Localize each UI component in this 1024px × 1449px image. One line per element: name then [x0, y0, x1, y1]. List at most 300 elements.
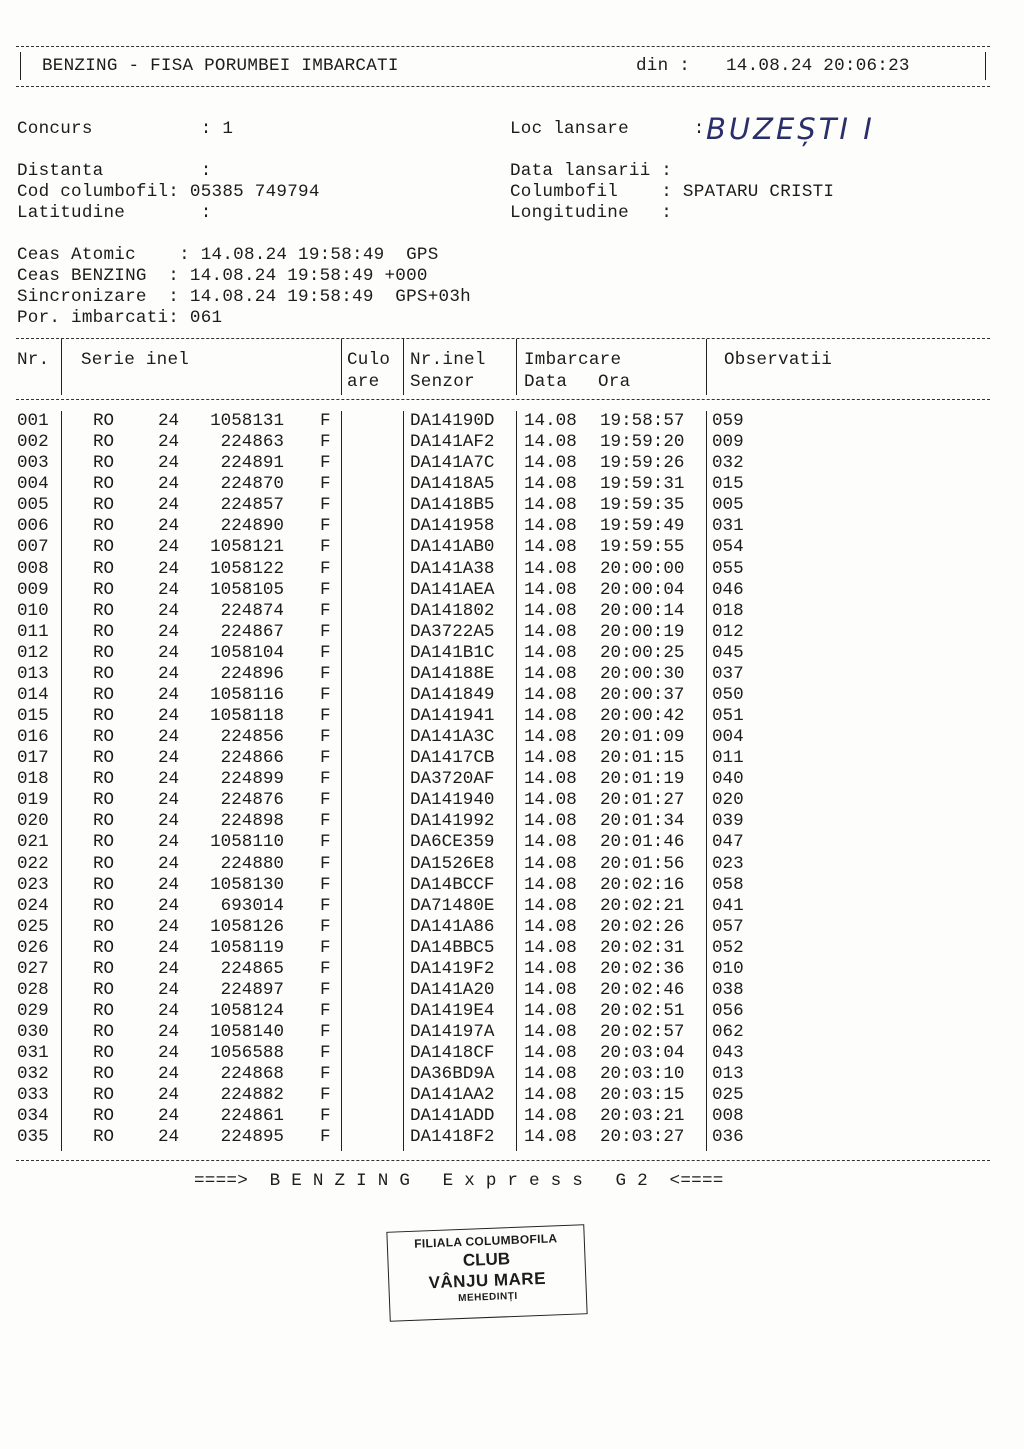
cell-nr: 032 [17, 1064, 49, 1085]
cell-an: 24 [158, 621, 180, 642]
cell-obs: 011 [712, 748, 744, 769]
cell-ora: 20:03:10 [600, 1064, 685, 1085]
stamp-line-vanju-mare: VÂNJU MARE [428, 1268, 547, 1293]
cell-an: 24 [158, 579, 180, 600]
cell-senzor: DA141AF2 [410, 432, 495, 453]
cell-obs: 020 [712, 790, 744, 811]
cell-nr: 017 [17, 748, 49, 769]
cell-sex: F [320, 663, 331, 684]
cell-senzor: DA1418B5 [410, 495, 495, 516]
cell-obs: 050 [712, 684, 744, 705]
col-header-nr: Nr. [17, 350, 50, 370]
cell-an: 24 [158, 663, 180, 684]
cell-obs: 013 [712, 1064, 744, 1085]
cell-ora: 20:01:46 [600, 832, 685, 853]
stamp-line-club: CLUB [462, 1249, 511, 1270]
cell-sex: F [320, 558, 331, 579]
cell-sex: F [320, 853, 331, 874]
col-header-culoare-2: are [347, 372, 380, 392]
cell-sex: F [320, 748, 331, 769]
cell-nr: 008 [17, 558, 49, 579]
cell-tara: RO [93, 684, 115, 705]
cell-sex: F [320, 916, 331, 937]
cell-ora: 20:01:56 [600, 853, 685, 874]
col-divider-imbarcare-header [706, 339, 707, 395]
cell-obs: 010 [712, 958, 744, 979]
cell-obs: 038 [712, 979, 744, 1000]
cell-tara: RO [93, 411, 115, 431]
cell-inel: 1058104 [210, 642, 284, 663]
cell-sex: F [320, 706, 331, 726]
cell-data: 14.08 [524, 411, 577, 431]
cell-nr: 012 [17, 642, 49, 663]
cell-obs: 062 [712, 1022, 744, 1042]
porumbei-imbarcati-line: Por. imbarcati: 061 [17, 308, 223, 328]
cell-ora: 20:02:51 [600, 1001, 685, 1021]
cell-data: 14.08 [524, 832, 577, 853]
cell-data: 14.08 [524, 432, 577, 453]
cell-data: 14.08 [524, 979, 577, 1000]
cell-inel: 1058130 [210, 874, 284, 895]
cell-sex: F [320, 1064, 331, 1085]
cell-an: 24 [158, 516, 180, 537]
cell-obs: 012 [712, 621, 744, 642]
cell-ora: 20:01:27 [600, 790, 685, 811]
cell-ora: 20:03:04 [600, 1043, 685, 1064]
cell-ora: 20:00:04 [600, 579, 685, 600]
cell-nr: 007 [17, 537, 49, 558]
col-header-nr-inel: Nr.inel [410, 350, 486, 370]
cell-an: 24 [158, 432, 180, 453]
cell-data: 14.08 [524, 727, 577, 747]
cell-tara: RO [93, 1043, 115, 1064]
cell-ora: 19:59:55 [600, 537, 685, 558]
cell-sex: F [320, 600, 331, 621]
cell-inel: 1056588 [210, 1043, 284, 1064]
cell-tara: RO [93, 1001, 115, 1021]
col-header-observatii: Observatii [724, 350, 833, 370]
cell-tara: RO [93, 706, 115, 726]
cell-data: 14.08 [524, 1043, 577, 1064]
cell-nr: 003 [17, 453, 49, 474]
cell-tara: RO [93, 790, 115, 811]
cell-an: 24 [158, 769, 180, 790]
cell-data: 14.08 [524, 642, 577, 663]
cell-sex: F [320, 727, 331, 747]
cell-data: 14.08 [524, 537, 577, 558]
din-label: din : [636, 56, 691, 76]
cell-sex: F [320, 790, 331, 811]
cell-obs: 008 [712, 1106, 744, 1127]
cell-tara: RO [93, 1064, 115, 1085]
cell-an: 24 [158, 790, 180, 811]
cell-tara: RO [93, 621, 115, 642]
cell-ora: 19:59:20 [600, 432, 685, 453]
cell-obs: 005 [712, 495, 744, 516]
cell-senzor: DA1418CF [410, 1043, 495, 1064]
cell-senzor: DA141941 [410, 706, 495, 726]
cell-tara: RO [93, 811, 115, 832]
header-left-border [20, 52, 21, 80]
cell-an: 24 [158, 1106, 180, 1127]
cell-data: 14.08 [524, 579, 577, 600]
cell-tara: RO [93, 516, 115, 537]
cell-ora: 19:59:35 [600, 495, 685, 516]
cod-columbofil-line: Cod columbofil: 05385 749794 [17, 182, 320, 202]
cell-an: 24 [158, 1064, 180, 1085]
cell-an: 24 [158, 1043, 180, 1064]
cell-tara: RO [93, 1022, 115, 1042]
print-datetime: 14.08.24 20:06:23 [726, 56, 910, 76]
cell-nr: 030 [17, 1022, 49, 1042]
cell-senzor: DA14188E [410, 663, 495, 684]
cell-tara: RO [93, 832, 115, 853]
cell-tara: RO [93, 1127, 115, 1148]
document-title: BENZING - FISA PORUMBEI IMBARCATI [42, 56, 399, 76]
cell-an: 24 [158, 411, 180, 431]
cell-obs: 037 [712, 663, 744, 684]
cell-obs: 040 [712, 769, 744, 790]
cell-tara: RO [93, 916, 115, 937]
cell-senzor: DA71480E [410, 895, 495, 916]
cell-inel: 224863 [220, 432, 284, 453]
cell-sex: F [320, 495, 331, 516]
cell-nr: 034 [17, 1106, 49, 1127]
cell-data: 14.08 [524, 453, 577, 474]
cell-tara: RO [93, 558, 115, 579]
cell-data: 14.08 [524, 600, 577, 621]
cell-inel: 1058116 [210, 684, 284, 705]
cell-senzor: DA141ADD [410, 1106, 495, 1127]
cell-inel: 224856 [220, 727, 284, 747]
cell-obs: 052 [712, 937, 744, 958]
cell-sex: F [320, 958, 331, 979]
loc-lansare-handwritten: BUZEȘTI I [706, 112, 875, 146]
cell-inel: 224861 [220, 1106, 284, 1127]
cell-nr: 023 [17, 874, 49, 895]
cell-ora: 20:00:42 [600, 706, 685, 726]
cell-obs: 039 [712, 811, 744, 832]
cell-nr: 020 [17, 811, 49, 832]
cell-tara: RO [93, 495, 115, 516]
cell-nr: 006 [17, 516, 49, 537]
cell-ora: 20:00:37 [600, 684, 685, 705]
cell-ora: 20:03:27 [600, 1127, 685, 1148]
cell-sex: F [320, 1022, 331, 1042]
cell-data: 14.08 [524, 558, 577, 579]
cell-inel: 224891 [220, 453, 284, 474]
cell-an: 24 [158, 1085, 180, 1106]
cell-nr: 009 [17, 579, 49, 600]
cell-nr: 024 [17, 895, 49, 916]
cell-inel: 1058105 [210, 579, 284, 600]
cell-inel: 224896 [220, 663, 284, 684]
cell-obs: 032 [712, 453, 744, 474]
cell-data: 14.08 [524, 937, 577, 958]
cell-senzor: DA14BBC5 [410, 937, 495, 958]
cell-an: 24 [158, 474, 180, 495]
cell-an: 24 [158, 958, 180, 979]
cell-data: 14.08 [524, 663, 577, 684]
cell-obs: 009 [712, 432, 744, 453]
cell-ora: 20:03:15 [600, 1085, 685, 1106]
cell-inel: 1058121 [210, 537, 284, 558]
cell-ora: 20:01:09 [600, 727, 685, 747]
cell-ora: 20:02:26 [600, 916, 685, 937]
cell-ora: 20:02:57 [600, 1022, 685, 1042]
cell-sex: F [320, 1106, 331, 1127]
cell-inel: 1058124 [210, 1001, 284, 1021]
club-stamp [386, 1224, 587, 1322]
cell-an: 24 [158, 727, 180, 747]
cell-nr: 029 [17, 1001, 49, 1021]
col-header-imbarcare: Imbarcare [524, 350, 622, 370]
cell-inel: 224898 [220, 811, 284, 832]
cell-data: 14.08 [524, 811, 577, 832]
cell-inel: 1058118 [210, 706, 284, 726]
cell-inel: 224876 [220, 790, 284, 811]
cell-nr: 025 [17, 916, 49, 937]
cell-senzor: DA141AB0 [410, 537, 495, 558]
cell-sex: F [320, 811, 331, 832]
cell-senzor: DA141A86 [410, 916, 495, 937]
cell-tara: RO [93, 432, 115, 453]
cell-ora: 20:01:19 [600, 769, 685, 790]
cell-data: 14.08 [524, 1106, 577, 1127]
cell-sex: F [320, 895, 331, 916]
cell-ora: 19:58:57 [600, 411, 685, 431]
cell-ora: 20:02:46 [600, 979, 685, 1000]
cell-data: 14.08 [524, 1085, 577, 1106]
cell-nr: 027 [17, 958, 49, 979]
cell-tara: RO [93, 937, 115, 958]
cell-sex: F [320, 684, 331, 705]
cell-inel: 224882 [220, 1085, 284, 1106]
cell-sex: F [320, 832, 331, 853]
cell-senzor: DA14BCCF [410, 874, 495, 895]
cell-ora: 20:00:25 [600, 642, 685, 663]
cell-obs: 054 [712, 537, 744, 558]
cell-data: 14.08 [524, 516, 577, 537]
cell-an: 24 [158, 642, 180, 663]
cell-ora: 19:59:31 [600, 474, 685, 495]
concurs-line: Concurs : 1 [17, 119, 234, 139]
cell-an: 24 [158, 937, 180, 958]
cell-sex: F [320, 979, 331, 1000]
cell-an: 24 [158, 537, 180, 558]
cell-ora: 20:02:16 [600, 874, 685, 895]
cell-nr: 004 [17, 474, 49, 495]
cell-sex: F [320, 537, 331, 558]
col-header-senzor: Senzor [410, 372, 475, 392]
cell-inel: 224890 [220, 516, 284, 537]
sincronizare-line: Sincronizare : 14.08.24 19:58:49 GPS+03h [17, 287, 471, 307]
cell-senzor: DA141A20 [410, 979, 495, 1000]
cell-senzor: DA1526E8 [410, 853, 495, 874]
cell-sex: F [320, 621, 331, 642]
cell-sex: F [320, 453, 331, 474]
cell-an: 24 [158, 979, 180, 1000]
cell-obs: 059 [712, 411, 744, 431]
cell-an: 24 [158, 874, 180, 895]
cell-data: 14.08 [524, 495, 577, 516]
cell-an: 24 [158, 916, 180, 937]
cell-obs: 046 [712, 579, 744, 600]
col-header-data: Data [524, 372, 568, 392]
cell-senzor: DA141849 [410, 684, 495, 705]
cell-inel: 224867 [220, 621, 284, 642]
cell-nr: 033 [17, 1085, 49, 1106]
columbofil-line: Columbofil : SPATARU CRISTI [510, 182, 835, 202]
cell-tara: RO [93, 1085, 115, 1106]
cell-senzor: DA1418A5 [410, 474, 495, 495]
cell-obs: 004 [712, 727, 744, 747]
cell-inel: 693014 [220, 895, 284, 916]
cell-obs: 045 [712, 642, 744, 663]
cell-tara: RO [93, 1106, 115, 1127]
cell-obs: 057 [712, 916, 744, 937]
cell-an: 24 [158, 495, 180, 516]
cell-data: 14.08 [524, 1022, 577, 1042]
cell-inel: 1058110 [210, 832, 284, 853]
cell-inel: 224868 [220, 1064, 284, 1085]
latitudine-line: Latitudine : [17, 203, 212, 223]
cell-nr: 018 [17, 769, 49, 790]
cell-senzor: DA14190D [410, 411, 495, 431]
cell-obs: 056 [712, 1001, 744, 1021]
cell-ora: 19:59:26 [600, 453, 685, 474]
col-divider-nr [61, 411, 62, 1151]
cell-obs: 015 [712, 474, 744, 495]
cell-ora: 20:01:34 [600, 811, 685, 832]
cell-an: 24 [158, 1127, 180, 1148]
cell-senzor: DA141992 [410, 811, 495, 832]
cell-nr: 002 [17, 432, 49, 453]
cell-sex: F [320, 474, 331, 495]
cell-inel: 224899 [220, 769, 284, 790]
table-header-border [16, 399, 990, 400]
stamp-line-filiala: FILIALA COLUMBOFILA [413, 1231, 558, 1251]
cell-ora: 20:03:21 [600, 1106, 685, 1127]
cell-nr: 013 [17, 663, 49, 684]
cell-an: 24 [158, 1001, 180, 1021]
cell-ora: 20:02:21 [600, 895, 685, 916]
cell-tara: RO [93, 748, 115, 769]
cell-obs: 043 [712, 1043, 744, 1064]
col-divider-serie-header [341, 339, 342, 395]
col-divider-culoare-header [403, 339, 404, 395]
cell-tara: RO [93, 727, 115, 747]
cell-tara: RO [93, 895, 115, 916]
cell-an: 24 [158, 895, 180, 916]
cell-sex: F [320, 874, 331, 895]
cell-tara: RO [93, 453, 115, 474]
cell-obs: 051 [712, 706, 744, 726]
cell-nr: 022 [17, 853, 49, 874]
header-top-border [16, 46, 990, 47]
cell-senzor: DA141802 [410, 600, 495, 621]
cell-sex: F [320, 1127, 331, 1148]
cell-tara: RO [93, 979, 115, 1000]
cell-data: 14.08 [524, 621, 577, 642]
cell-tara: RO [93, 853, 115, 874]
cell-sex: F [320, 642, 331, 663]
cell-nr: 028 [17, 979, 49, 1000]
col-header-culoare: Culo [347, 350, 391, 370]
cell-inel: 224865 [220, 958, 284, 979]
cell-senzor: DA1418F2 [410, 1127, 495, 1148]
cell-nr: 019 [17, 790, 49, 811]
cell-an: 24 [158, 832, 180, 853]
cell-an: 24 [158, 684, 180, 705]
cell-tara: RO [93, 642, 115, 663]
cell-an: 24 [158, 706, 180, 726]
cell-nr: 016 [17, 727, 49, 747]
table-top-border [16, 338, 990, 339]
cell-nr: 014 [17, 684, 49, 705]
cell-senzor: DA14197A [410, 1022, 495, 1042]
stamp-line-mehedinti: MEHEDINȚI [458, 1290, 518, 1305]
cell-nr: 026 [17, 937, 49, 958]
cell-senzor: DA141AEA [410, 579, 495, 600]
cell-inel: 224897 [220, 979, 284, 1000]
cell-senzor: DA6CE359 [410, 832, 495, 853]
cell-data: 14.08 [524, 1064, 577, 1085]
cell-ora: 20:00:19 [600, 621, 685, 642]
cell-data: 14.08 [524, 748, 577, 769]
cell-ora: 20:00:14 [600, 600, 685, 621]
cell-obs: 036 [712, 1127, 744, 1148]
cell-senzor: DA141AA2 [410, 1085, 495, 1106]
cell-tara: RO [93, 958, 115, 979]
cell-sex: F [320, 1043, 331, 1064]
cell-nr: 005 [17, 495, 49, 516]
cell-senzor: DA36BD9A [410, 1064, 495, 1085]
cell-senzor: DA1419F2 [410, 958, 495, 979]
cell-inel: 1058122 [210, 558, 284, 579]
cell-an: 24 [158, 748, 180, 769]
cell-data: 14.08 [524, 769, 577, 790]
cell-data: 14.08 [524, 1001, 577, 1021]
cell-tara: RO [93, 663, 115, 684]
cell-data: 14.08 [524, 895, 577, 916]
cell-senzor: DA1419E4 [410, 1001, 495, 1021]
footer-benzing: ====> B E N Z I N G E x p r e s s G 2 <==== [194, 1171, 724, 1191]
data-lansarii-line: Data lansarii : [510, 161, 673, 181]
cell-senzor: DA141B1C [410, 642, 495, 663]
cell-ora: 19:59:49 [600, 516, 685, 537]
loc-lansare-label: Loc lansare : [510, 119, 705, 139]
cell-data: 14.08 [524, 958, 577, 979]
cell-data: 14.08 [524, 853, 577, 874]
cell-obs: 031 [712, 516, 744, 537]
col-header-ora: Ora [598, 372, 631, 392]
cell-senzor: DA1417CB [410, 748, 495, 769]
cell-obs: 058 [712, 874, 744, 895]
cell-sex: F [320, 937, 331, 958]
cell-sex: F [320, 432, 331, 453]
cell-sex: F [320, 769, 331, 790]
cell-data: 14.08 [524, 790, 577, 811]
cell-ora: 20:02:31 [600, 937, 685, 958]
cell-ora: 20:01:15 [600, 748, 685, 769]
cell-senzor: DA141A38 [410, 558, 495, 579]
cell-obs: 047 [712, 832, 744, 853]
cell-an: 24 [158, 1022, 180, 1042]
cell-senzor: DA141A3C [410, 727, 495, 747]
cell-sex: F [320, 1001, 331, 1021]
col-divider-serie [341, 411, 342, 1151]
